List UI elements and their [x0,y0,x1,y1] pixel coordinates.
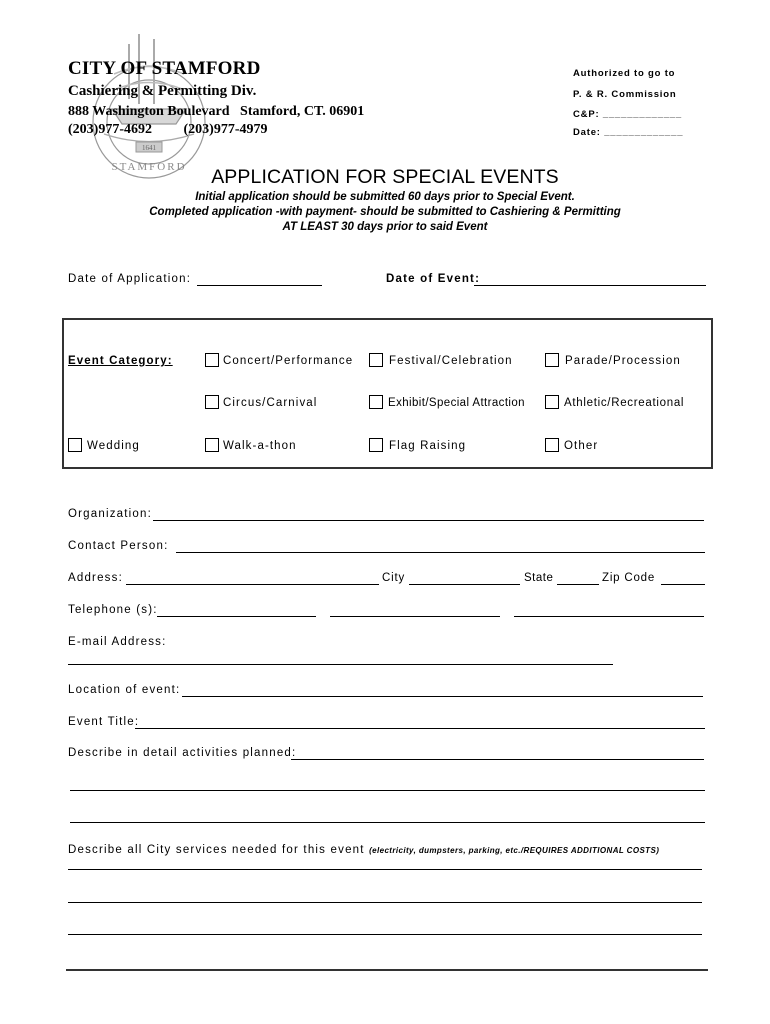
city-services-label [68,844,659,856]
zip-code-field[interactable] [661,584,705,585]
telephone-field-3[interactable] [514,616,704,617]
athletic-recreational-checkbox[interactable] [545,395,559,409]
phone-2: (203)977-4979 [183,122,268,137]
zip-code-label: Zip Code [602,572,656,584]
festival-celebration-label: Festival/Celebration [389,355,513,367]
auth-line-1: Authorized to go to [573,68,676,79]
division-name: Cashiering & Permitting Div. [68,83,257,99]
event-title-field[interactable] [135,728,705,729]
athletic-recreational-label: Athletic/Recreational [564,397,685,409]
exhibit-special-attraction-label: Exhibit/Special Attraction [388,397,525,409]
city-services-note: (electricity, dumpsters, parking, etc./REQUIRES ADDITIONAL COSTS) [369,846,660,855]
date-of-event-field[interactable] [474,285,706,286]
organization-label: Organization: [68,508,152,520]
telephone-label: Telephone (s): [68,604,158,616]
walk-a-thon-label: Walk-a-thon [223,440,297,452]
flag-raising-checkbox[interactable] [369,438,383,452]
concert-performance-label: Concert/Performance [223,355,354,367]
contact-person-field[interactable] [176,552,705,553]
city-field[interactable] [409,584,520,585]
auth-line-2: P. & R. Commission [573,89,677,100]
circus-carnival-label: Circus/Carnival [223,397,318,409]
event-title-label: Event Title: [68,716,140,728]
other-checkbox[interactable] [545,438,559,452]
exhibit-special-attraction-checkbox[interactable] [369,395,383,409]
activities-field-line-1[interactable] [291,759,704,760]
event-category-box [62,318,713,469]
office-address: 888 Washington Boulevard Stamford, CT. 06901 [68,104,365,119]
organization-field[interactable] [153,520,704,521]
state-field[interactable] [557,584,599,585]
telephone-field-2[interactable] [330,616,500,617]
email-field[interactable] [68,664,613,665]
location-field[interactable] [182,696,703,697]
city-services-field-line-2[interactable] [68,902,702,903]
address-field[interactable] [126,584,379,585]
telephone-field-1[interactable] [157,616,316,617]
city-name: CITY OF STAMFORD [68,58,261,79]
city-services-field-line-1[interactable] [68,869,702,870]
instruction-line-1: Initial application should be submitted 60 days prior to Special Event. [195,191,575,203]
auth-date-field[interactable]: Date: _____________ [573,127,684,138]
other-label: Other [564,440,599,452]
city-label: City [382,572,406,584]
wedding-checkbox[interactable] [68,438,82,452]
festival-celebration-checkbox[interactable] [369,353,383,367]
date-of-application-label: Date of Application: [68,273,192,285]
office-phones [68,122,268,138]
concert-performance-checkbox[interactable] [205,353,219,367]
instruction-line-3: AT LEAST 30 days prior to said Event [282,221,488,233]
wedding-label: Wedding [87,440,140,452]
activities-field-line-3[interactable] [70,822,705,823]
walk-a-thon-checkbox[interactable] [205,438,219,452]
address-label: Address: [68,572,123,584]
svg-text:1641: 1641 [142,144,156,152]
activities-label: Describe in detail activities planned: [68,747,297,759]
svg-text:STAMFORD: STAMFORD [111,161,187,173]
phone-1: (203)977-4692 [68,122,152,137]
bottom-rule [66,969,708,971]
activities-field-line-2[interactable] [70,790,705,791]
form-title: APPLICATION FOR SPECIAL EVENTS [211,166,559,188]
auth-cp-field[interactable]: C&P: _____________ [573,109,682,120]
instruction-line-2: Completed application -with payment- should be submitted to Cashiering & Permitting [149,206,621,218]
parade-procession-checkbox[interactable] [545,353,559,367]
flag-raising-label: Flag Raising [389,440,467,452]
parade-procession-label: Parade/Procession [565,355,681,367]
event-category-label: Event Category: [68,355,173,367]
contact-person-label: Contact Person: [68,540,169,552]
email-label: E-mail Address: [68,636,167,648]
location-label: Location of event: [68,684,181,696]
date-of-application-field[interactable] [197,285,322,286]
city-services-field-line-3[interactable] [68,934,702,935]
circus-carnival-checkbox[interactable] [205,395,219,409]
date-of-event-label: Date of Event: [386,273,481,285]
state-label: State [524,572,554,584]
city-services-label-text: Describe all City services needed for this event [68,844,365,856]
